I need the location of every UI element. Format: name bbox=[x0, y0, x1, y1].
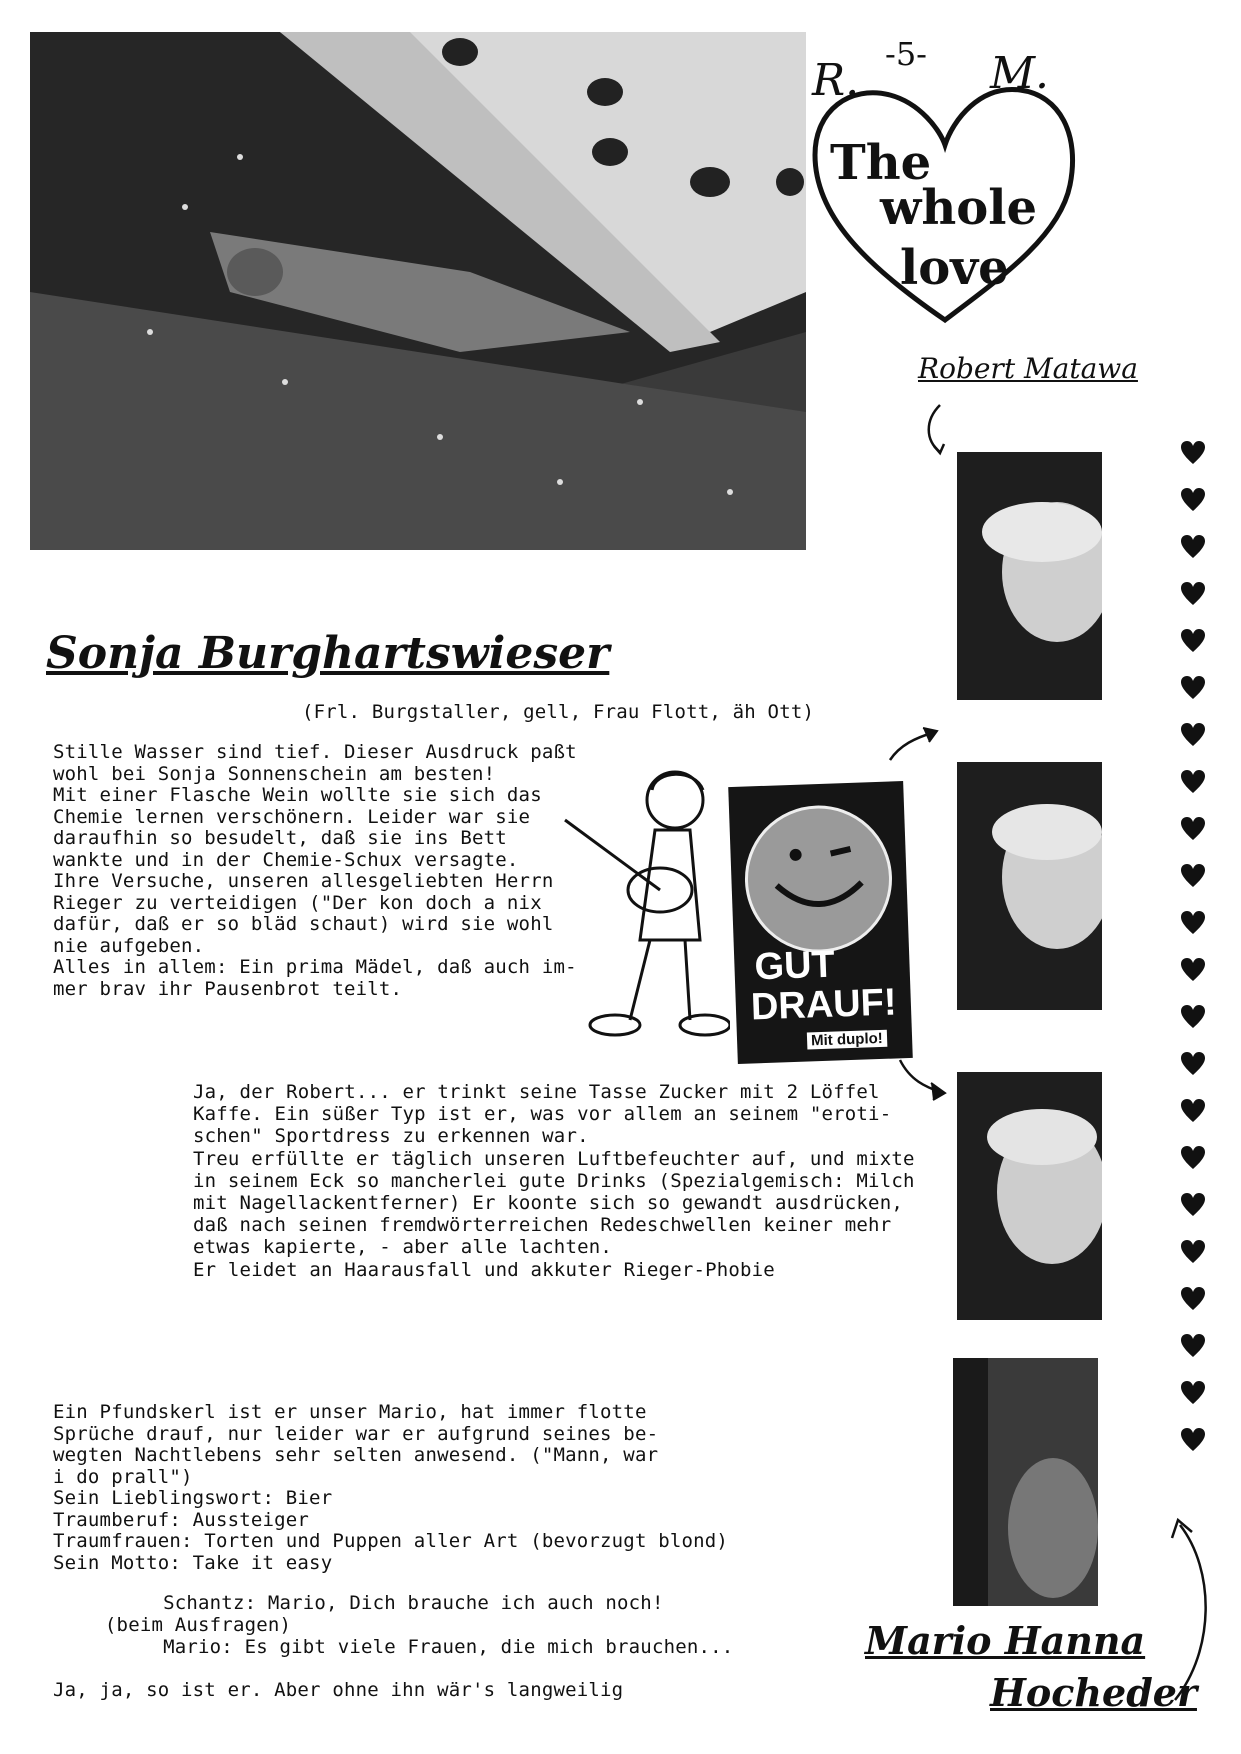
sonja-text bbox=[53, 742, 577, 1000]
sonja-text-line: Rieger zu verteidigen ("Der kon doch a nix bbox=[53, 891, 542, 914]
heart-text-the: The bbox=[830, 135, 932, 191]
robert-text-line: in seinem Eck so mancherlei gute Drinks (Spezialgemisch: Milch bbox=[193, 1169, 915, 1192]
robert-text-line: Er leidet an Haarausfall und akkuter Rieger-Phobie bbox=[193, 1258, 775, 1281]
sonja-text-line: wankte und in der Chemie-Schux versagte. bbox=[53, 848, 519, 871]
photo-room-floor bbox=[30, 32, 806, 550]
guitar-cartoon-figure bbox=[560, 760, 730, 1045]
photo-strip-mario bbox=[953, 1358, 1098, 1606]
sonja-text-line: dafür, daß er so bläd schaut) wird sie wohl bbox=[53, 913, 554, 935]
sonja-text-line: Ihre Versuche, unseren allesgeliebten Herrn bbox=[53, 870, 554, 892]
robert-name-signature: Robert Matawa bbox=[918, 352, 1138, 385]
mario-text-line: Sein Lieblingswort: Bier bbox=[53, 1487, 333, 1509]
sonja-text-line: Alles in allem: Ein prima Mädel, daß auch im- bbox=[53, 956, 577, 978]
mario-text-line: i do prall") bbox=[53, 1465, 193, 1488]
mario-text-line: Traumfrauen: Torten und Puppen aller Art (bevorzugt blond) bbox=[53, 1530, 729, 1552]
mario-text-line: Ein Pfundskerl ist er unser Mario, hat immer flotte bbox=[53, 1401, 647, 1423]
sonja-text-line: Mit einer Flasche Wein wollte sie sich das bbox=[53, 784, 542, 806]
sonja-text-line: wohl bei Sonja Sonnenschein am besten! bbox=[53, 762, 496, 785]
sticker-brand: Mit duplo! bbox=[807, 1030, 887, 1050]
initial-right: M. bbox=[990, 48, 1050, 99]
curved-arrow-icon bbox=[1160, 1510, 1220, 1710]
robert-text-line: etwas kapierte, - aber alle lachten. bbox=[193, 1236, 613, 1259]
sonja-alias: (Frl. Burgstaller, gell, Frau Flott, äh Ott) bbox=[302, 701, 815, 723]
photo-strip-robert-3 bbox=[957, 1072, 1102, 1320]
sonja-text-line: daraufhin so besudelt, daß sie ins Bett bbox=[53, 827, 507, 849]
sonja-text-line: Chemie lernen verschönern. Leider war sie bbox=[53, 805, 531, 828]
mario-text bbox=[53, 1402, 728, 1574]
mario-name-line1: Mario Hanna bbox=[865, 1618, 1146, 1663]
mario-dialog-line: (beim Ausfragen) bbox=[70, 1614, 292, 1636]
sticker-drauf: DRAUF! bbox=[750, 981, 898, 1029]
main-photo bbox=[30, 32, 806, 550]
sonja-text-line: nie aufgeben. bbox=[53, 934, 205, 957]
mario-dialog bbox=[70, 1593, 733, 1659]
sonja-text-line: mer brav ihr Pausenbrot teilt. bbox=[53, 977, 403, 1000]
mario-closing: Ja, ja, so ist er. Aber ohne ihn wär's langweilig bbox=[53, 1679, 624, 1701]
robert-text-line: schen" Sportdress zu erkennen war. bbox=[193, 1125, 589, 1148]
robert-text-line: Treu erfüllte er täglich unseren Luftbefeuchter auf, und mixte bbox=[193, 1147, 915, 1170]
heart-icons bbox=[1178, 440, 1208, 1460]
mario-text-line: wegten Nachtlebens sehr selten anwesend. ("Mann, war bbox=[53, 1444, 659, 1466]
mario-dialog-line: Schantz: Mario, Dich brauche ich auch noch! bbox=[70, 1592, 664, 1614]
heart-text-love: love bbox=[900, 240, 1009, 296]
sonja-text-line: Stille Wasser sind tief. Dieser Ausdruck paßt bbox=[53, 741, 577, 763]
initial-left: R. bbox=[812, 55, 860, 106]
robert-text-line: daß nach seinen fremdwörterreichen Redeschwellen keiner mehr bbox=[193, 1214, 892, 1237]
mario-text-line: Sein Motto: Take it easy bbox=[53, 1551, 333, 1574]
mario-dialog-line: Mario: Es gibt viele Frauen, die mich brauchen... bbox=[70, 1636, 734, 1658]
mario-text-line: Traumberuf: Aussteiger bbox=[53, 1508, 310, 1531]
mario-name-line2: Hocheder bbox=[990, 1670, 1197, 1715]
heart-text-whole: whole bbox=[880, 180, 1038, 236]
page-number: -5- bbox=[885, 35, 927, 73]
arrow-down-icon bbox=[920, 400, 950, 460]
sonja-name-heading: Sonja Burghartswieser bbox=[46, 628, 610, 679]
robert-text-line: Ja, der Robert... er trinkt seine Tasse Zucker mit 2 Löffel bbox=[193, 1081, 880, 1103]
hearts-column bbox=[1178, 440, 1208, 1460]
robert-text bbox=[193, 1082, 915, 1282]
robert-text-line: Kaffe. Ein süßer Typ ist er, was vor allem an seinem "eroti- bbox=[193, 1103, 892, 1126]
gut-drauf-sticker bbox=[728, 781, 913, 1064]
mario-text-line: Sprüche drauf, nur leider war er aufgrund seines be- bbox=[53, 1422, 659, 1445]
robert-text-line: mit Nagellackentferner) Er koonte sich so gewandt ausdrücken, bbox=[193, 1191, 903, 1214]
arrow-up-right-icon bbox=[885, 720, 945, 765]
photo-strip-robert-1 bbox=[957, 452, 1102, 700]
sticker-gut: GUT bbox=[753, 943, 836, 989]
photo-strip-robert-2 bbox=[957, 762, 1102, 1010]
